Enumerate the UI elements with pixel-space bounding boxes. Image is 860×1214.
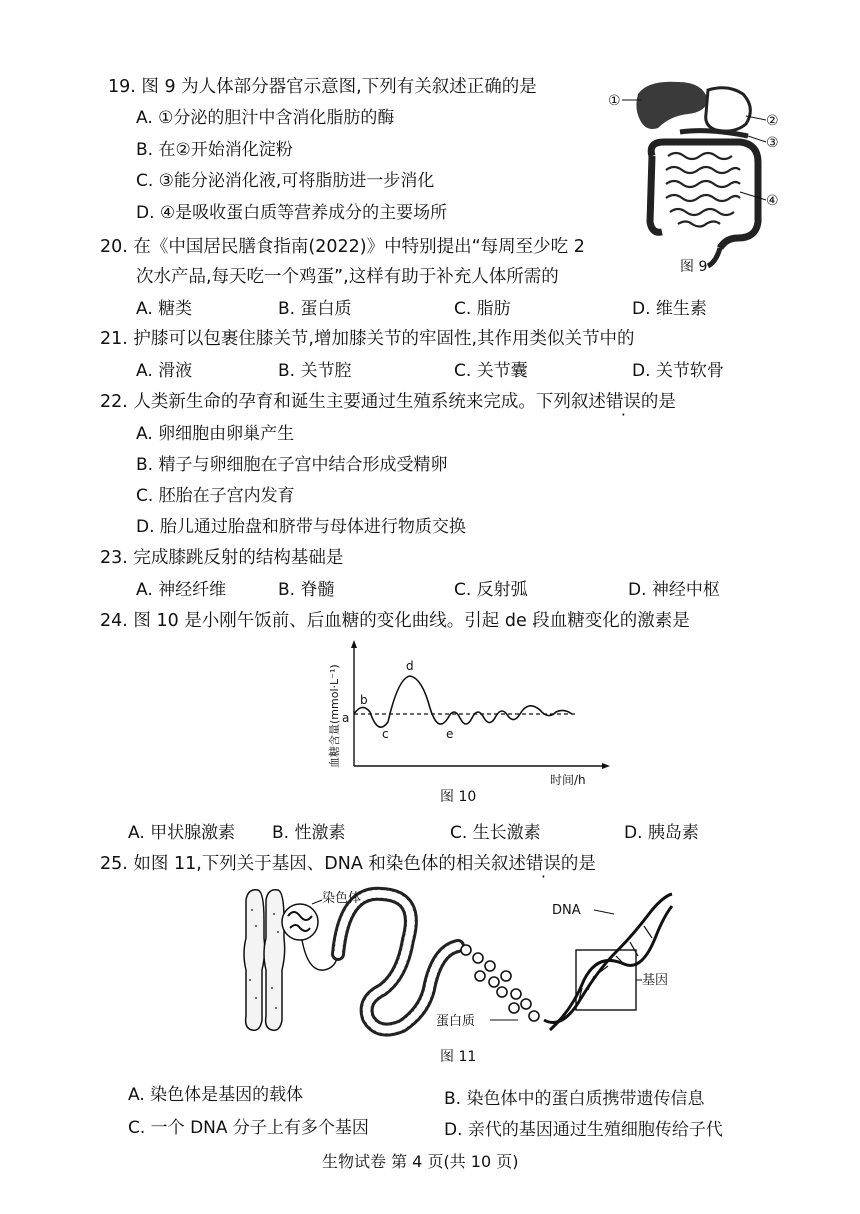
- q22-option-d: D. 胎儿通过胎盘和脐带与母体进行物质交换: [136, 517, 466, 537]
- q21-option-b: B. 关节腔: [278, 361, 352, 381]
- q22-stem: 22. 人类新生命的孕育和诞生主要通过生殖系统来完成。下列叙述错误的是: [100, 392, 676, 412]
- blood-sugar-chart: [318, 638, 618, 788]
- point-d: d: [406, 659, 414, 673]
- q21-option-d: D. 关节软骨: [632, 361, 724, 381]
- pancreas-shape: [680, 131, 748, 136]
- q20-option-d: D. 维生素: [632, 299, 707, 319]
- q20-stem-line2: 次水产品,每天吃一个鸡蛋”,这样有助于补充人体所需的: [136, 267, 559, 287]
- label-gene: 基因: [642, 973, 669, 988]
- q23-option-a: A. 神经纤维: [136, 580, 227, 600]
- q19-option-a: A. ①分泌的胆汁中含消化脂肪的酶: [136, 108, 395, 128]
- page-footer: 生物试卷 第 4 页(共 10 页): [322, 1152, 519, 1171]
- q22-emphasis: 错误: [605, 392, 641, 412]
- q24-option-a: A. 甲状腺激素: [128, 823, 236, 843]
- fig9-caption: 图 9: [680, 259, 708, 275]
- point-a: a: [342, 711, 350, 725]
- q25-option-c: C. 一个 DNA 分子上有多个基因: [128, 1118, 369, 1138]
- point-b: b: [360, 693, 368, 707]
- point-c: c: [382, 727, 389, 741]
- digestive-system-figure: [608, 72, 788, 272]
- fig9-label-3: ③: [766, 135, 779, 151]
- q19-option-b: B. 在②开始消化淀粉: [136, 140, 293, 160]
- point-e: e: [446, 727, 454, 741]
- q23-option-b: B. 脊髓: [278, 580, 335, 600]
- q20-option-a: A. 糖类: [136, 299, 193, 319]
- q21-stem: 21. 护膝可以包裹住膝关节,增加膝关节的牢固性,其作用类似关节中的: [100, 329, 635, 349]
- y-axis-label: 血糖含量(mmol·L⁻¹): [328, 664, 341, 768]
- blood-sugar-curve: [354, 676, 572, 727]
- q22-option-b: B. 精子与卵细胞在子宫中结合形成受精卵: [136, 455, 448, 475]
- q25-emphasis: 错误: [525, 854, 561, 874]
- q23-option-c: C. 反射弧: [454, 580, 528, 600]
- nucleosome-beads: [461, 945, 539, 1021]
- q19-stem: 19. 图 9 为人体部分器官示意图,下列有关叙述正确的是: [108, 77, 537, 97]
- q25-option-d: D. 亲代的基因通过生殖细胞传给子代: [444, 1120, 723, 1140]
- q21-option-c: C. 关节囊: [454, 361, 528, 381]
- q25-option-b: B. 染色体中的蛋白质携带遗传信息: [444, 1089, 705, 1109]
- q25-stem: 25. 如图 11,下列关于基因、DNA 和染色体的相关叙述错误的是: [100, 854, 596, 874]
- label-dna: DNA: [552, 903, 581, 918]
- q24-option-b: B. 性激素: [272, 823, 346, 843]
- x-axis-label: 时间/h: [550, 773, 586, 787]
- q22-option-c: C. 胚胎在子宫内发育: [136, 486, 295, 506]
- label-chromosome: 染色体: [322, 891, 362, 906]
- liver-shape: [636, 82, 708, 129]
- chromosome-shape: [244, 890, 285, 1031]
- q24-option-d: D. 胰岛素: [624, 823, 699, 843]
- label-protein: 蛋白质: [436, 1014, 476, 1029]
- chromosome-dna-figure: [232, 880, 682, 1042]
- q20-option-c: C. 脂肪: [454, 299, 511, 319]
- fig9-label-2: ②: [766, 113, 779, 129]
- magnify-circle: [282, 904, 318, 940]
- q23-stem: 23. 完成膝跳反射的结构基础是: [100, 548, 344, 568]
- q24-option-c: C. 生长激素: [450, 823, 541, 843]
- q19-option-d: D. ④是吸收蛋白质等营养成分的主要场所: [136, 203, 448, 223]
- q23-option-d: D. 神经中枢: [628, 580, 720, 600]
- q20-stem-line1: 20. 在《中国居民膳食指南(2022)》中特别提出“每周至少吃 2: [100, 237, 585, 257]
- q22-option-a: A. 卵细胞由卵巢产生: [136, 424, 295, 444]
- q21-option-a: A. 滑液: [136, 361, 193, 381]
- q19-option-c: C. ③能分泌消化液,可将脂肪进一步消化: [136, 171, 435, 191]
- fig10-caption: 图 10: [440, 789, 477, 805]
- q24-stem: 24. 图 10 是小刚午饭前、后血糖的变化曲线。引起 de 段血糖变化的激素是: [100, 611, 690, 631]
- fig9-label-1: ①: [608, 93, 621, 109]
- fig11-caption: 图 11: [440, 1049, 477, 1065]
- fig9-label-4: ④: [766, 193, 779, 209]
- q25-option-a: A. 染色体是基因的载体: [128, 1085, 304, 1105]
- q20-option-b: B. 蛋白质: [278, 299, 352, 319]
- stomach-shape: [706, 88, 751, 131]
